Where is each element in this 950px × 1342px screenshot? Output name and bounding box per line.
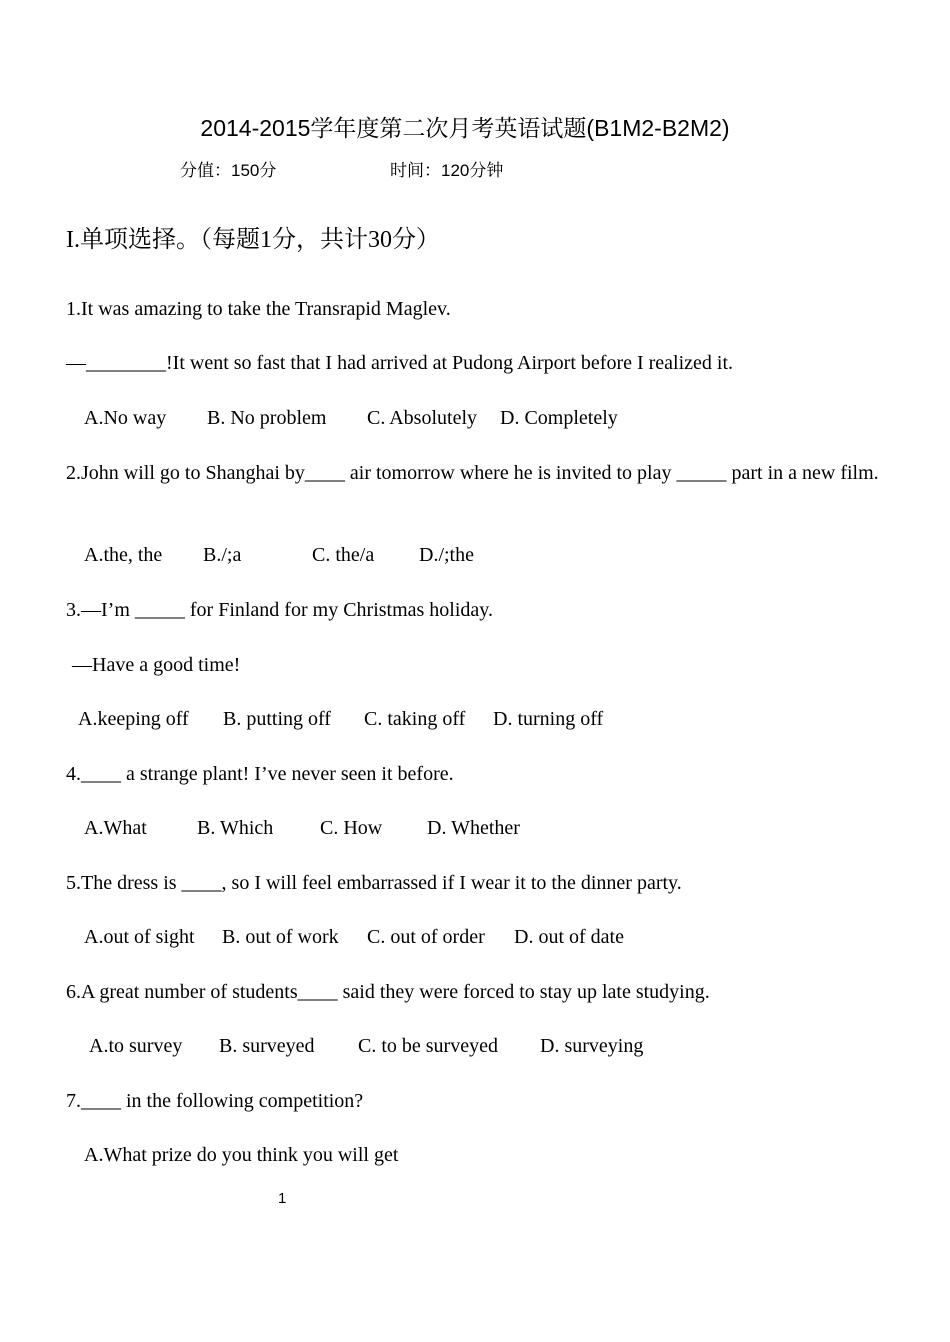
question-1-option-c: C. Absolutely — [367, 407, 478, 429]
question-3-option-c: C. taking off — [364, 708, 466, 730]
page-number: 1 — [278, 1190, 287, 1207]
question-5-stem: 5.The dress is ____, so I will feel embarrassed if I wear it to the dinner party. — [66, 872, 682, 894]
question-4-option-b: B. Which — [197, 817, 274, 839]
question-4-option-a: A.What — [84, 817, 147, 839]
question-6-option-b: B. surveyed — [219, 1035, 315, 1057]
question-3-reply: —Have a good time! — [72, 654, 241, 676]
question-5-option-d: D. out of date — [514, 926, 624, 948]
question-7-option-a: A.What prize do you think you will get — [84, 1144, 399, 1166]
question-2-stem: 2.John will go to Shanghai by____ air tomorrow where he is invited to play _____ part in a new film. — [66, 462, 879, 484]
question-5-option-b: B. out of work — [222, 926, 339, 948]
question-2-option-d: D./;the — [419, 544, 474, 566]
question-1-stem: 1.It was amazing to take the Transrapid Maglev. — [66, 298, 451, 320]
question-3-option-a: A.keeping off — [78, 708, 189, 730]
question-1-option-a: A.No way — [84, 407, 167, 429]
question-3-option-d: D. turning off — [493, 708, 604, 730]
question-6-option-a: A.to survey — [89, 1035, 183, 1057]
section-heading: I.单项选择。（每题1分，共计30分） — [66, 227, 440, 253]
question-1-option-d: D. Completely — [500, 407, 618, 429]
question-4-option-c: C. How — [320, 817, 383, 839]
question-6-option-d: D. surveying — [540, 1035, 644, 1057]
question-2-option-a: A.the, the — [84, 544, 163, 566]
question-6-stem: 6.A great number of students____ said they were forced to stay up late studying. — [66, 981, 710, 1003]
score-label: 分值：150分 — [180, 161, 277, 180]
question-7-stem: 7.____ in the following competition? — [66, 1090, 364, 1112]
question-1-reply: —________!It went so fast that I had arrived at Pudong Airport before I realized it. — [66, 352, 734, 374]
question-4-option-d: D. Whether — [427, 817, 520, 839]
question-2-option-c: C. the/a — [312, 544, 375, 566]
exam-title: 2014-2015学年度第二次月考英语试题(B1M2-B2M2) — [200, 115, 730, 141]
question-6-option-c: C. to be surveyed — [358, 1035, 498, 1057]
time-label: 时间：120分钟 — [390, 161, 504, 180]
question-1-option-b: B. No problem — [207, 407, 327, 429]
question-5-option-c: C. out of order — [367, 926, 485, 948]
question-2-option-b: B./;a — [203, 544, 242, 566]
question-3-stem: 3.—I’m _____ for Finland for my Christmas holiday. — [66, 599, 493, 621]
question-3-option-b: B. putting off — [223, 708, 331, 730]
question-5-option-a: A.out of sight — [84, 926, 195, 948]
question-4-stem: 4.____ a strange plant! I’ve never seen it before. — [66, 763, 454, 785]
